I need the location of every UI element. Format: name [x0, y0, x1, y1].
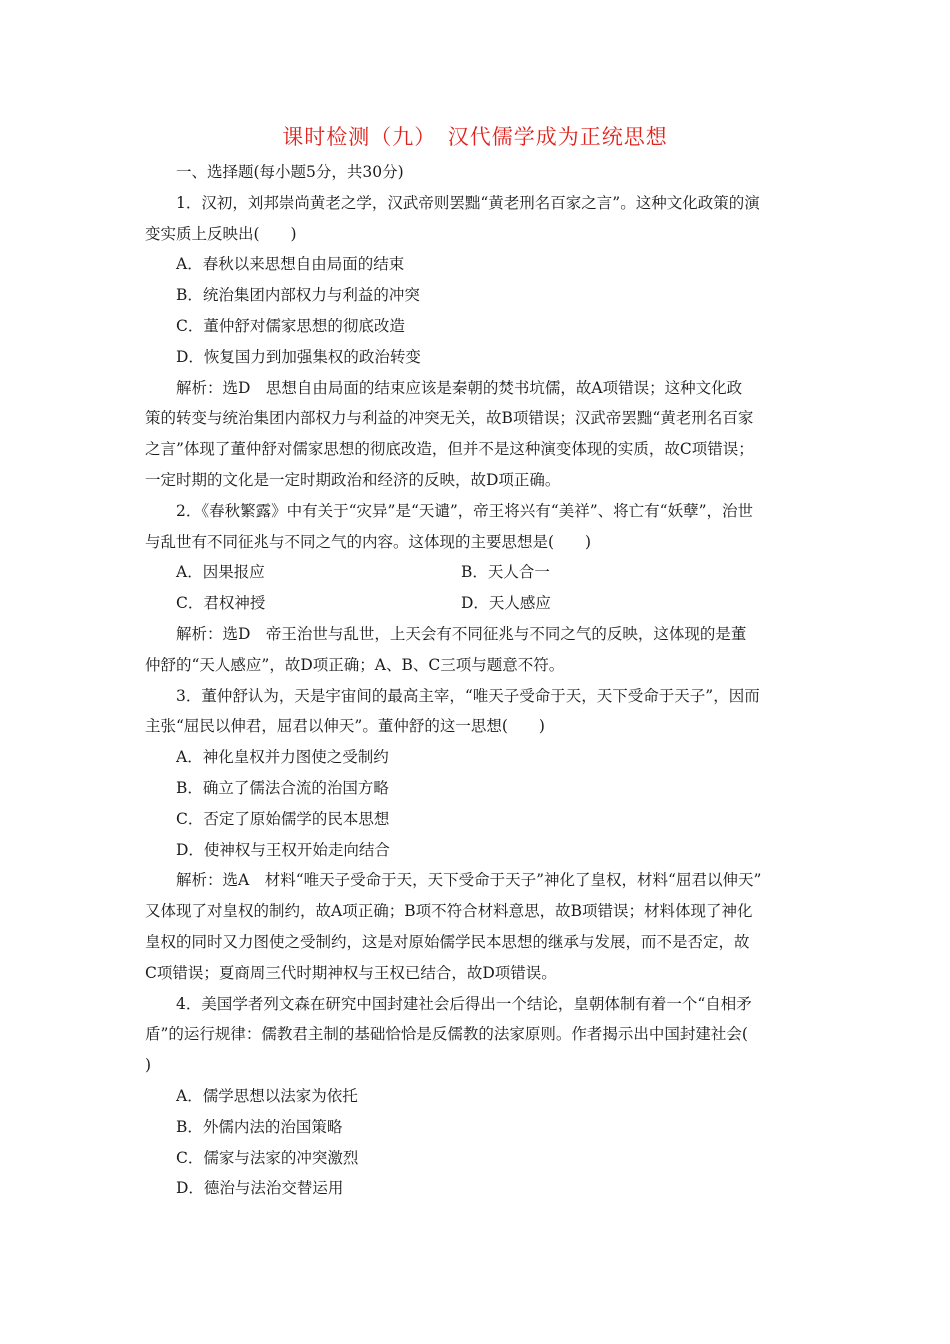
- analysis-line: 仲舒的“天人感应”，故D项正确；A、B、C三项与题意不符。: [145, 655, 565, 674]
- question-stem-line: 4．美国学者列文森在研究中国封建社会后得出一个结论，皇朝体制有着一个“自相矛: [176, 994, 752, 1013]
- option-d: D．恢复国力到加强集权的政治转变: [176, 347, 421, 366]
- analysis-line: 皇权的同时又力图使之受制约，这是对原始儒学民本思想的继承与发展，而不是否定，故: [145, 932, 750, 951]
- question-stem-line: 3．董仲舒认为，天是宇宙间的最高主宰，“唯天子受命于天，天下受命于天子”，因而: [176, 686, 760, 705]
- option-c: C．儒家与法家的冲突激烈: [176, 1148, 359, 1167]
- option-a: A．春秋以来思想自由局面的结束: [176, 255, 405, 274]
- question-stem-line: 盾”的运行规律：儒教君主制的基础恰恰是反儒教的法家原则。作者揭示出中国封建社会(: [145, 1025, 748, 1044]
- option-b: B．统治集团内部权力与利益的冲突: [176, 286, 420, 305]
- question-stem-line: 主张“屈民以伸君，屈君以伸天”。董仲舒的这一思想( ): [145, 717, 545, 736]
- option-c: C．否定了原始儒学的民本思想: [176, 809, 390, 828]
- question-stem-line: 2．《春秋繁露》中有关于“灾异”是“天谴”，帝王将兴有“美祥”、将亡有“妖孽”，治世: [176, 501, 754, 520]
- option-b: B．天人合一: [461, 563, 550, 582]
- option-a: A．神化皇权并力图使之受制约: [176, 748, 389, 767]
- option-row: [145, 588, 805, 619]
- analysis-line: 又体现了对皇权的制约，故A项正确；B项不符合材料意思，故B项错误；材料体现了神化: [145, 902, 753, 921]
- question-stem-line: 变实质上反映出( ): [145, 224, 297, 243]
- section-header: 一、选择题(每小题5分，共30分): [176, 163, 404, 181]
- content-body: [145, 157, 805, 1204]
- option-b: B．确立了儒法合流的治国方略: [176, 778, 389, 797]
- analysis-line: 解析：选D 帝王治世与乱世，上天会有不同征兆与不同之气的反映，这体现的是董: [176, 624, 747, 643]
- option-row: [145, 557, 805, 588]
- question-stem-line: 1．汉初，刘邦崇尚黄老之学，汉武帝则罢黜“黄老刑名百家之言”。这种文化政策的演: [176, 193, 760, 212]
- option-c: C．君权神授: [176, 594, 266, 613]
- analysis-line: 策的转变与统治集团内部权力与利益的冲突无关，故B项错误；汉武帝罢黜“黄老刑名百家: [145, 409, 754, 428]
- analysis-line: 之言”体现了董仲舒对儒家思想的彻底改造，但并不是这种演变体现的实质，故C项错误；: [145, 440, 754, 459]
- analysis-line: C项错误；夏商周三代时期神权与王权已结合，故D项错误。: [145, 963, 557, 982]
- option-d: D．天人感应: [461, 594, 551, 613]
- analysis-line: 一定时期的文化是一定时期政治和经济的反映，故D项正确。: [145, 470, 561, 489]
- analysis-line: 解析：选A 材料“唯天子受命于天，天下受命于天子”神化了皇权，材料“屈君以伸天”: [176, 871, 762, 890]
- option-d: D．德治与法治交替运用: [176, 1179, 344, 1198]
- question-stem-line: ): [145, 1056, 152, 1075]
- option-d: D．使神权与王权开始走向结合: [176, 840, 390, 859]
- question-1: [145, 188, 805, 496]
- question-stem-line: 与乱世有不同征兆与不同之气的内容。这体现的主要思想是( ): [145, 532, 592, 551]
- analysis-line: 解析：选D 思想自由局面的结束应该是秦朝的焚书坑儒，故A项错误；这种文化政: [176, 378, 743, 397]
- question-2: [145, 496, 805, 681]
- option-a: A．儒学思想以法家为依托: [176, 1086, 358, 1105]
- question-3: [145, 681, 805, 989]
- page-title: 课时检测（九） 汉代儒学成为正统思想: [282, 125, 668, 149]
- option-a: A．因果报应: [176, 563, 265, 582]
- option-b: B．外儒内法的治国策略: [176, 1117, 343, 1136]
- question-4: [145, 989, 805, 1205]
- option-c: C．董仲舒对儒家思想的彻底改造: [176, 316, 405, 335]
